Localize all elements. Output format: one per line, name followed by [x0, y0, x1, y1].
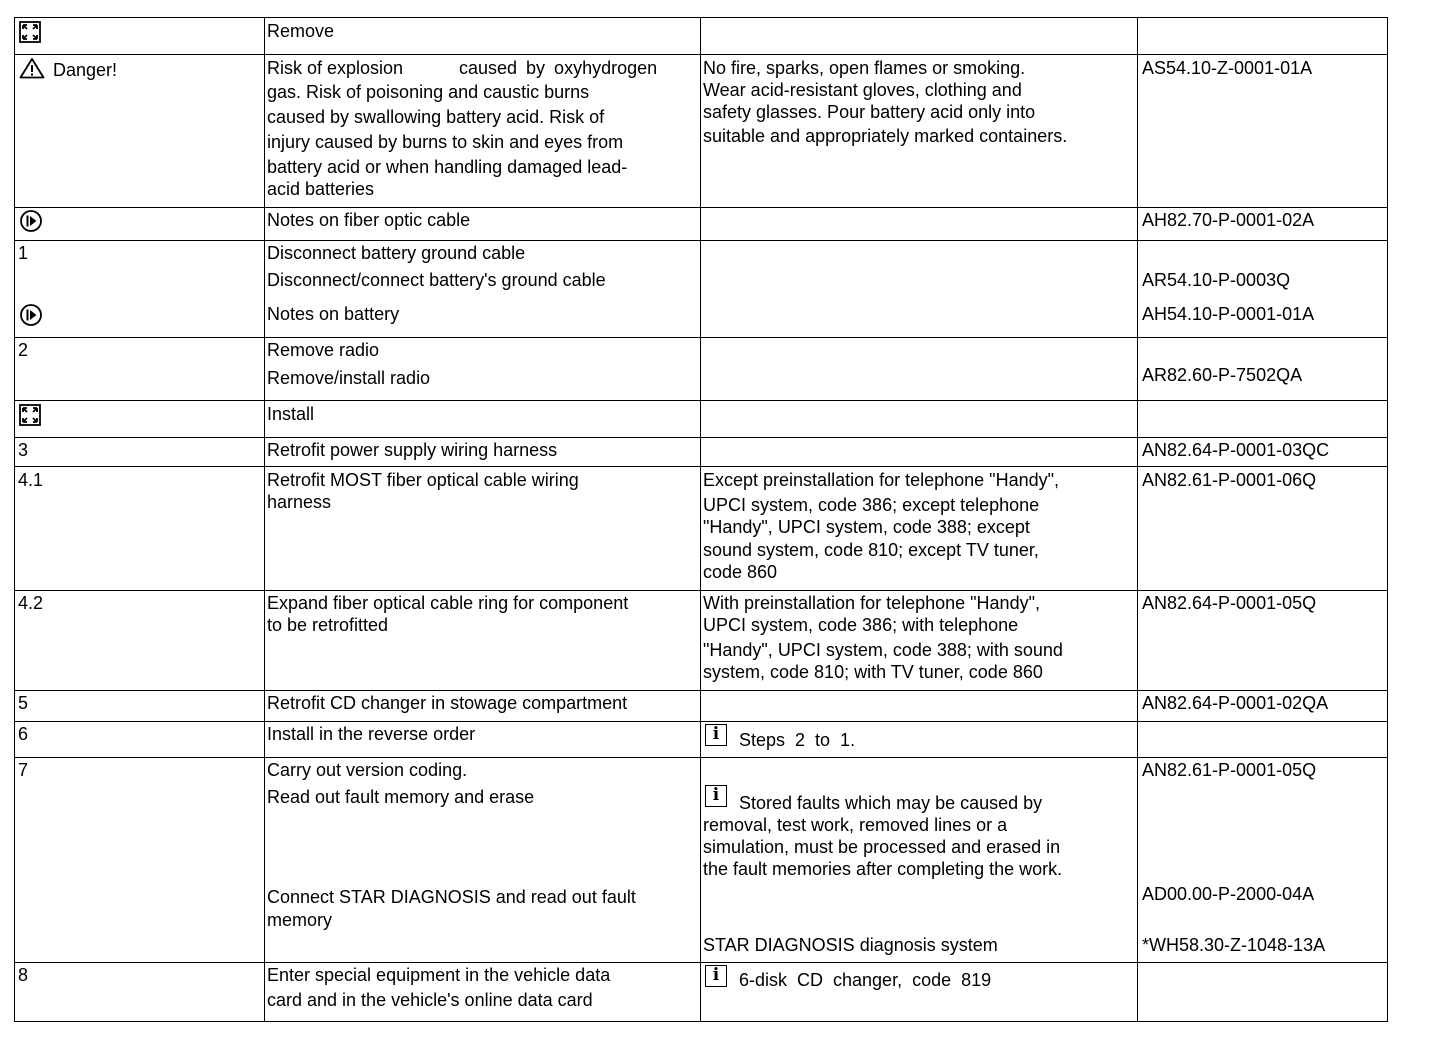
danger-text-line: acid batteries	[267, 179, 375, 199]
step5-text: Retrofit CD changer in stowage compartment	[267, 693, 628, 713]
row-divider	[14, 466, 1388, 467]
step7-diag-ref: *WH58.30-Z-1048-13A	[1142, 935, 1326, 955]
step5-ref: AN82.64-P-0001-02QA	[1142, 693, 1329, 713]
row-divider	[14, 54, 1388, 55]
step4-2-note-line: system, code 810; with TV tuner, code 860	[703, 662, 1043, 682]
step3-text: Retrofit power supply wiring harness	[267, 440, 558, 460]
step4-1-note-line: sound system, code 810; except TV tuner,	[703, 540, 1039, 560]
danger-text-line: battery acid or when handling damaged lead-	[267, 157, 628, 177]
step8-text-line: card and in the vehicle's online data card	[267, 990, 593, 1010]
step4-1-note-line: code 860	[703, 562, 778, 582]
row-divider	[14, 690, 1388, 691]
danger-note-line: suitable and appropriately marked containers.	[703, 126, 1068, 146]
column-divider	[1137, 17, 1138, 1021]
step4-1-note-line: "Handy", UPCI system, code 388; except	[703, 517, 1030, 537]
column-divider	[264, 17, 265, 1021]
step1-sub-ref: AR54.10-P-0003Q	[1142, 270, 1291, 290]
step-number: 3	[18, 440, 29, 460]
wrench-box-icon	[19, 21, 41, 43]
info-icon: i	[705, 724, 727, 746]
step7-ref: AN82.61-P-0001-05Q	[1142, 760, 1317, 780]
danger-text-line: Risk of explosion	[267, 58, 404, 78]
row-divider	[14, 337, 1388, 338]
remove-label: Remove	[267, 21, 335, 41]
step8-text-line: Enter special equipment in the vehicle data	[267, 965, 611, 985]
step4-2-note-line: "Handy", UPCI system, code 388; with sound	[703, 640, 1063, 660]
step1-sub-text: Disconnect/connect battery's ground cable	[267, 270, 606, 290]
danger-note-line: No fire, sparks, open flames or smoking.	[703, 58, 1026, 78]
row-divider	[14, 400, 1388, 401]
step7-note-line: simulation, must be processed and erased in	[703, 837, 1061, 857]
step1-notes-ref: AH54.10-P-0001-01A	[1142, 304, 1315, 324]
column-divider	[700, 17, 701, 1021]
step1-notes-text: Notes on battery	[267, 304, 400, 324]
table-border-right	[1387, 17, 1388, 1021]
step7-text: Carry out version coding.	[267, 760, 468, 780]
step2-sub-ref: AR82.60-P-7502QA	[1142, 365, 1303, 385]
step-number: 4.2	[18, 593, 44, 613]
row-divider	[14, 590, 1388, 591]
table-border-top	[14, 17, 1388, 18]
step7-connect-line: memory	[267, 910, 333, 930]
step4-1-text-line: Retrofit MOST fiber optical cable wiring	[267, 470, 579, 490]
step-number: 6	[18, 724, 29, 744]
info-icon: i	[705, 785, 727, 807]
row-divider	[14, 437, 1388, 438]
danger-ref: AS54.10-Z-0001-01A	[1142, 58, 1313, 78]
step4-2-note-line: UPCI system, code 386; with telephone	[703, 615, 1019, 635]
step4-1-note-line: Except preinstallation for telephone "Handy",	[703, 470, 1059, 490]
step6-note: Steps 2 to 1.	[739, 730, 856, 750]
step8-note: 6-disk CD changer, code 819	[739, 970, 992, 990]
danger-text-line: injury caused by burns to skin and eyes from	[267, 132, 624, 152]
step6-text: Install in the reverse order	[267, 724, 476, 744]
danger-text-line: caused by oxyhydrogen	[459, 58, 658, 78]
row-divider	[14, 757, 1388, 758]
step7-note-line: Stored faults which may be caused by	[739, 793, 1043, 813]
step7-note-line: removal, test work, removed lines or a	[703, 815, 1008, 835]
step7-diag-text: STAR DIAGNOSIS diagnosis system	[703, 935, 998, 955]
step-number: 5	[18, 693, 29, 713]
step4-2-text-line: to be retrofitted	[267, 615, 389, 635]
install-label: Install	[267, 404, 315, 424]
play-circle-icon	[19, 209, 43, 233]
row-divider	[14, 721, 1388, 722]
step1-text: Disconnect battery ground cable	[267, 243, 526, 263]
step2-sub-text: Remove/install radio	[267, 368, 431, 388]
step7-connect-ref: AD00.00-P-2000-04A	[1142, 884, 1315, 904]
step7-connect-line: Connect STAR DIAGNOSIS and read out fault	[267, 887, 636, 907]
step-number: 2	[18, 340, 29, 360]
step2-text: Remove radio	[267, 340, 380, 360]
danger-text-line: gas. Risk of poisoning and caustic burns	[267, 82, 590, 102]
row-divider	[14, 207, 1388, 208]
step4-1-text-line: harness	[267, 492, 332, 512]
step7-note-line: the fault memories after completing the work.	[703, 859, 1063, 879]
play-circle-icon	[19, 303, 43, 327]
danger-note-line: safety glasses. Pour battery acid only into	[703, 102, 1036, 122]
fiber-notes-text: Notes on fiber optic cable	[267, 210, 471, 230]
step4-1-ref: AN82.61-P-0001-06Q	[1142, 470, 1317, 490]
step-number: 1	[18, 243, 29, 263]
fiber-notes-ref: AH82.70-P-0001-02A	[1142, 210, 1315, 230]
row-divider	[14, 240, 1388, 241]
step4-2-text-line: Expand fiber optical cable ring for component	[267, 593, 629, 613]
step-number: 7	[18, 760, 29, 780]
step3-ref: AN82.64-P-0001-03QC	[1142, 440, 1330, 460]
step7-read-text: Read out fault memory and erase	[267, 787, 535, 807]
wrench-box-icon	[19, 404, 41, 426]
step4-2-note-line: With preinstallation for telephone "Handy",	[703, 593, 1040, 613]
warning-triangle-icon	[19, 57, 45, 79]
table-border-bottom	[14, 1021, 1388, 1022]
info-icon: i	[705, 965, 727, 987]
danger-text-line: caused by swallowing battery acid. Risk of	[267, 107, 605, 127]
step4-2-ref: AN82.64-P-0001-05Q	[1142, 593, 1317, 613]
table-border-left	[14, 17, 15, 1021]
row-divider	[14, 962, 1388, 963]
step4-1-note-line: UPCI system, code 386; except telephone	[703, 495, 1040, 515]
danger-note-line: Wear acid-resistant gloves, clothing and	[703, 80, 1022, 100]
step-number: 4.1	[18, 470, 44, 490]
danger-title: Danger!	[53, 60, 118, 80]
step-number: 8	[18, 965, 29, 985]
